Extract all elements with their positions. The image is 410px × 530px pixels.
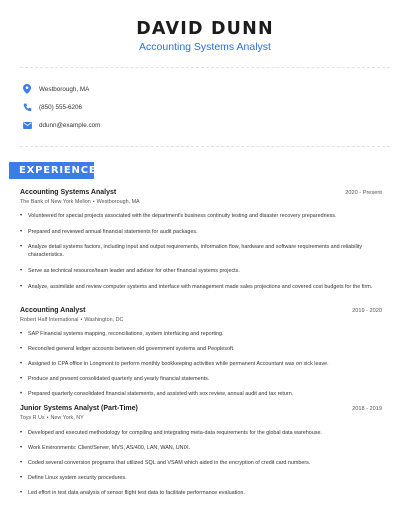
job-company-line: Robert Half International • Washington, DC	[20, 317, 124, 323]
job-bullet: • Led effort in test data analysis of sensor flight test data to facilitate performance evaluation.	[20, 490, 245, 496]
phone-icon	[22, 102, 32, 112]
contact-email[interactable]	[22, 119, 100, 131]
job-bullet: • Analyze detail systems factors, including input and output requirements, information flow, hardware and software requirements and reliability characteristics.	[20, 244, 363, 259]
candidate-role: Accounting Systems Analyst	[139, 41, 271, 53]
job-title: Accounting Systems Analyst	[20, 189, 117, 196]
job-bullet: • Analyze, assimilate and review computer systems and interface with management made sales projections and covered cost budgets for the firm.	[20, 284, 373, 290]
job-bullet: • Assigned to CPA office in Longmont to perform monthly bookkeeping activities while permanent Accountant was on sick leave.	[20, 361, 329, 367]
contact-phone	[22, 101, 82, 113]
location-pin-icon	[22, 84, 32, 94]
job-location: Westborough, MA	[96, 199, 140, 205]
experience-heading: EXPERIENCE	[9, 162, 94, 179]
job-location: New York, NY	[50, 415, 84, 421]
job-dates: 2019 - 2020	[352, 308, 382, 314]
job-bullet: • Volunteered for special projects associated with the department's business continuity testing and disaster recovery preparedness.	[20, 213, 337, 219]
job-entry	[20, 307, 382, 323]
job-company-line: Toys R Us • New York, NY	[20, 415, 84, 421]
location-text: Westborough, MA	[39, 85, 90, 93]
job-bullet: • Serve as technical resource/team leader and advisor for other financial systems projects.	[20, 268, 240, 274]
job-bullet: • Prepared quarterly consolidated financial statements, and assisted with sox review, annual audit and tax return.	[20, 391, 294, 397]
header-divider	[20, 67, 390, 68]
email-icon	[22, 120, 32, 130]
job-bullet: • Reconciled general ledger accounts between old government systems and Peoplesoft.	[20, 346, 235, 352]
email-text[interactable]: ddunn@example.com	[39, 121, 101, 129]
job-company-line: The Bank of New York Mellon • Westborough, MA	[20, 199, 140, 205]
contact-divider	[20, 146, 390, 147]
phone-text: (850) 555-6206	[39, 103, 83, 111]
job-location: Washington, DC	[84, 317, 124, 323]
job-bullet: • Work Environments: Client/Server, MVS, AS/400, LAN, WAN, UNIX.	[20, 445, 191, 451]
job-title: Accounting Analyst	[20, 307, 86, 314]
contact-location	[22, 83, 89, 95]
job-entry	[20, 405, 382, 421]
job-bullet: • Define Linux system security procedures.	[20, 475, 127, 481]
job-company: Toys R Us	[20, 415, 45, 421]
job-bullet: • Developed and executed methodology for compiling and integrating meta-data requirements for the global data warehouse.	[20, 430, 322, 436]
job-bullet: • Prepared and reviewed annual financial statements for audit packages.	[20, 229, 198, 235]
job-bullet: • Coded several conversion programs that utilized SQL and VSAM which aided in the encryption of credit card numbers.	[20, 460, 311, 466]
job-title: Junior Systems Analyst (Part-Time)	[20, 405, 138, 412]
job-bullet: • Produce and present consolidated quarterly and yearly financial statements.	[20, 376, 210, 382]
job-dates: 2020 - Present	[345, 190, 382, 196]
job-entry	[20, 189, 382, 205]
job-company: Robert Half International	[20, 317, 79, 323]
job-dates: 2018 - 2019	[352, 406, 382, 412]
candidate-name: DAVID DUNN	[136, 19, 274, 39]
job-bullet: • SAP Financial systems mapping, reconciliations, system interfacing and reporting.	[20, 331, 224, 337]
job-company: The Bank of New York Mellon	[20, 199, 91, 205]
